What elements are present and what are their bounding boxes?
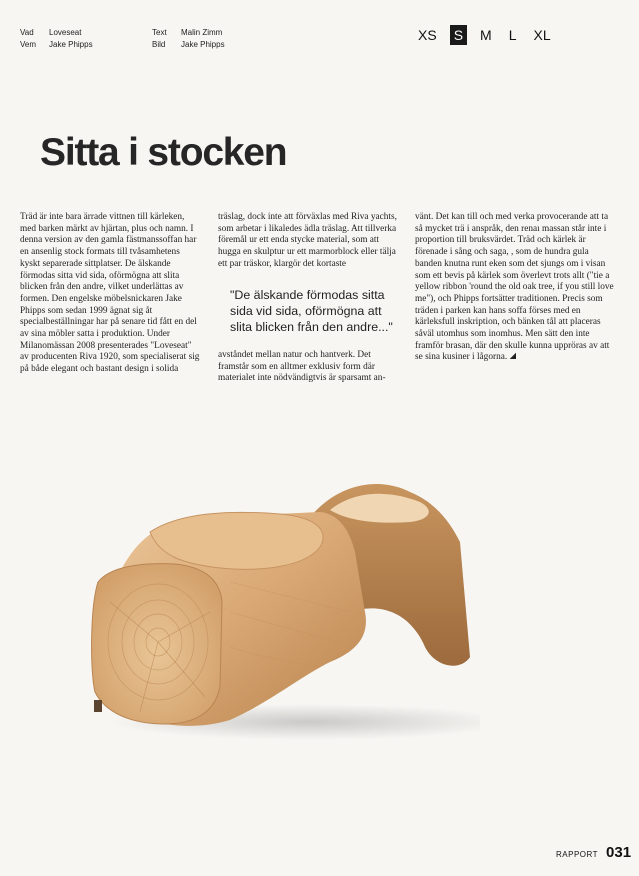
body-column-3: [415, 212, 615, 364]
meta-value: Jake Phipps: [181, 40, 225, 49]
meta-value: Loveseat: [49, 28, 82, 37]
end-mark-icon: [509, 352, 516, 359]
section-label: RAPPORT: [556, 850, 599, 859]
meta-credits-left: [20, 27, 93, 51]
body-text: träslag, dock inte att förväxlas med Riva yachts, som arbetar i likaledes ädla träslag. Att tillverka föremål ur ett enda stycke material, som att hugga en skulptur ur ett marmorblock eller tälja ett par träskor, klargör det kortaste: [218, 212, 397, 269]
size-xl: XL: [533, 27, 551, 43]
pull-quote: "De älskande förmodas sitta sida vid sida, oförmögna att slita blicken från den andre...": [230, 288, 393, 334]
meta-value: Malin Zimm: [181, 28, 223, 37]
body-text: avståndet mellan natur och hantverk. Det framstår som en alltmer exklusiv form där materialet inte nödvändigtvis är sparsamt an-: [218, 350, 386, 384]
maker-stamp: [94, 700, 102, 712]
page-footer: [556, 844, 631, 861]
meta-row-image: [152, 39, 225, 51]
body-text: Träd är inte bara ärrade vittnen till kärleken, med barken märkt av hjärtan, plus och namn. I denna version av den gamla fästmanssoffan har en ansenlig stock formats till tvåsamhetens kyskt separerade sittplatser. De älskande förmodas sitta vid sida, oförmögna att slita blicken från den andre, vilket underlättas av formen. Den engelske möbelsnickaren Jake Phipps som sedan 1999 ägnat sig åt specialbeställningar har på senare tid fått en del av sina möbler satta i produktion. Under Milanomässan 2008 presenterades "Loveseat" av producenten Riva 1920, som specialiserat sig på både elegant och bastant design i solida: [20, 212, 200, 375]
loveseat-photo: [80, 462, 480, 742]
meta-key: Bild: [152, 40, 166, 49]
body-column-1: [20, 212, 202, 376]
article-title: Sitta i stocken: [40, 131, 287, 174]
meta-row-who: [20, 39, 93, 51]
body-text: vänt. Det kan till och med verka provocerande att ta så mycket trä i anspråk, den renaı massan står inte i proportion till bruksvärdet. Träd och kärlek är förenade i sång och saga, , som de hundra gula banden knutna runt eken som det sjungs om i visan som ett bevis på kärlek som överlevt trots allt ("tie a yellow ribbon 'round the old oak tree, if you still love me"), och Phipps fortsätter traditionen. Precis som träden i parken kan hans soffa förses med en kärleksfull inskription, och bänken tål att placeras såväl utomhus som inomhus. Men sätt den inte framför brasan, där den skulle kunna uppröras av att se sina kusiner i lågorna.: [415, 212, 614, 363]
meta-row-what: [20, 27, 93, 39]
meta-credits-right: [152, 27, 225, 51]
meta-value: Jake Phipps: [49, 40, 93, 49]
size-m: M: [480, 27, 492, 43]
size-s-selected: S: [450, 25, 467, 45]
page-number: 031: [606, 844, 632, 861]
size-xs: XS: [418, 27, 437, 43]
body-column-2: [218, 212, 402, 271]
meta-key: Vem: [20, 40, 37, 49]
body-column-2-continued: [218, 350, 402, 385]
meta-row-text: [152, 27, 225, 39]
meta-key: Vad: [20, 28, 34, 37]
meta-key: Text: [152, 28, 167, 37]
size-l: L: [508, 27, 517, 43]
size-scale: [414, 25, 555, 45]
